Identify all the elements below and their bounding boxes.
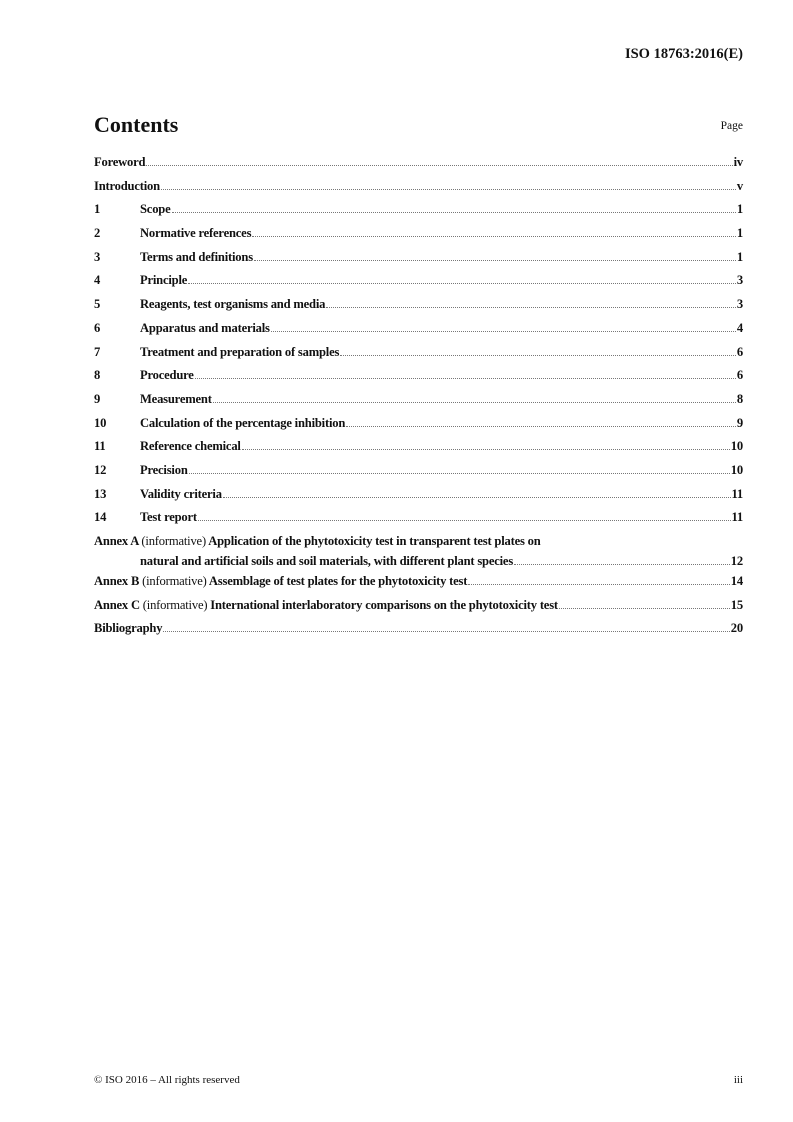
annex-title: Application of the phytotoxicity test in transparent test plates on (208, 534, 541, 548)
toc-entry[interactable] (94, 487, 743, 511)
toc-number: 9 (94, 391, 101, 406)
toc-page: 10 (730, 462, 743, 477)
toc-number: 3 (94, 249, 101, 264)
toc-page: 11 (731, 510, 743, 525)
toc-page: 15 (730, 597, 743, 612)
toc-title: Calculation of the percentage inhibition (140, 415, 346, 430)
toc-entry[interactable] (94, 439, 743, 463)
toc-number: 2 (94, 226, 101, 241)
leader-dots (146, 164, 732, 166)
toc-page: 14 (730, 574, 743, 588)
toc-number: 11 (94, 439, 106, 454)
toc-title: Treatment and preparation of samples (140, 344, 340, 359)
annex-label: Annex C (94, 597, 140, 612)
leader-dots (252, 235, 736, 237)
leader-dots (188, 282, 736, 284)
toc-title: Reagents, test organisms and media (140, 297, 326, 312)
toc-number: 8 (94, 368, 101, 383)
annex-type: (informative) (141, 534, 206, 548)
leader-dots (213, 401, 736, 403)
leader-dots (242, 448, 730, 450)
leader-dots (346, 425, 736, 427)
leader-dots (161, 188, 736, 190)
toc-number: 10 (94, 415, 107, 430)
annex-label: Annex B (94, 574, 140, 588)
annex-title-continued: natural and artificial soils and soil materials, with different plant species (140, 554, 514, 568)
leader-dots (198, 519, 731, 521)
toc-title: Principle (140, 273, 188, 288)
toc-title: Apparatus and materials (140, 320, 270, 335)
annex-title: Assemblage of test plates for the phytotoxicity test (208, 574, 468, 588)
toc-page: 20 (730, 621, 743, 636)
toc-entry[interactable] (94, 345, 743, 369)
leader-dots (223, 496, 731, 498)
toc-page: 3 (736, 273, 743, 288)
toc-page: 9 (736, 415, 743, 430)
toc-entry[interactable] (94, 416, 743, 440)
toc-entry[interactable] (94, 273, 743, 297)
toc-number: 12 (94, 462, 107, 477)
leader-dots (189, 472, 730, 474)
toc-title: Terms and definitions (140, 249, 253, 264)
toc-entry[interactable] (94, 510, 743, 534)
page-column-label: Page (720, 120, 743, 132)
toc-page: v (736, 178, 743, 193)
toc-number: 6 (94, 320, 101, 335)
annex-title: International interlaboratory comparisons on the phytotoxicity test (210, 597, 558, 612)
toc-page: 1 (736, 202, 743, 217)
toc-number: 5 (94, 297, 101, 312)
leader-dots (254, 259, 736, 261)
toc-title: Scope (140, 202, 171, 217)
toc-number: 1 (94, 202, 101, 217)
toc-number: 4 (94, 273, 101, 288)
toc-entry[interactable] (94, 226, 743, 250)
toc-title: Procedure (140, 368, 194, 383)
toc-page: 6 (736, 368, 743, 383)
toc-title: Validity criteria (140, 486, 222, 501)
toc-entry[interactable] (94, 463, 743, 487)
toc-page: 12 (730, 554, 743, 568)
toc-page: 6 (736, 344, 743, 359)
toc-number: 7 (94, 344, 101, 359)
leader-dots (195, 377, 736, 379)
toc-number: 13 (94, 486, 107, 501)
annex-type: (informative) (142, 597, 208, 612)
toc-entry[interactable] (94, 321, 743, 345)
toc-title: Foreword (94, 155, 146, 169)
toc-title: Reference chemical (140, 439, 241, 454)
document-id: ISO 18763:2016(E) (624, 46, 743, 62)
toc-title: Normative references (140, 226, 252, 241)
leader-dots (326, 306, 736, 308)
toc-entry[interactable] (94, 155, 743, 179)
toc-page: iv (733, 155, 743, 169)
leader-dots (172, 211, 736, 213)
leader-dots (271, 330, 736, 332)
toc-entry[interactable] (94, 250, 743, 274)
leader-dots (340, 354, 736, 356)
toc-number: 14 (94, 510, 107, 525)
toc-title: Precision (140, 462, 188, 477)
toc-entry-annex-c[interactable] (94, 598, 743, 622)
leader-dots (559, 607, 730, 609)
toc-entry[interactable] (94, 202, 743, 226)
leader-dots (163, 630, 730, 632)
copyright: © ISO 2016 – All rights reserved (94, 1074, 240, 1086)
toc-page: 11 (731, 486, 743, 501)
page-number: iii (733, 1074, 743, 1086)
toc-entry[interactable] (94, 297, 743, 321)
toc-entry-annex-a[interactable] (94, 534, 743, 574)
toc-page: 1 (736, 226, 743, 241)
toc-title: Test report (140, 510, 197, 525)
toc-entry-bibliography[interactable] (94, 621, 743, 645)
toc-entry-annex-b[interactable] (94, 574, 743, 598)
toc-page: 4 (736, 320, 743, 335)
page-title: Contents (94, 112, 179, 137)
toc-page: 10 (730, 439, 743, 454)
toc-entry[interactable] (94, 392, 743, 416)
toc-page: 1 (736, 249, 743, 264)
toc-title: Bibliography (94, 621, 163, 636)
toc-page: 8 (736, 391, 743, 406)
leader-dots (468, 583, 730, 585)
toc-title: Introduction (94, 178, 160, 193)
leader-dots (514, 563, 730, 565)
toc-title: Measurement (140, 391, 212, 406)
annex-label: Annex A (94, 534, 139, 548)
toc-entry[interactable] (94, 368, 743, 392)
toc-entry[interactable] (94, 179, 743, 203)
toc-page: 3 (736, 297, 743, 312)
annex-type: (informative) (142, 574, 207, 588)
table-of-contents (94, 155, 743, 645)
